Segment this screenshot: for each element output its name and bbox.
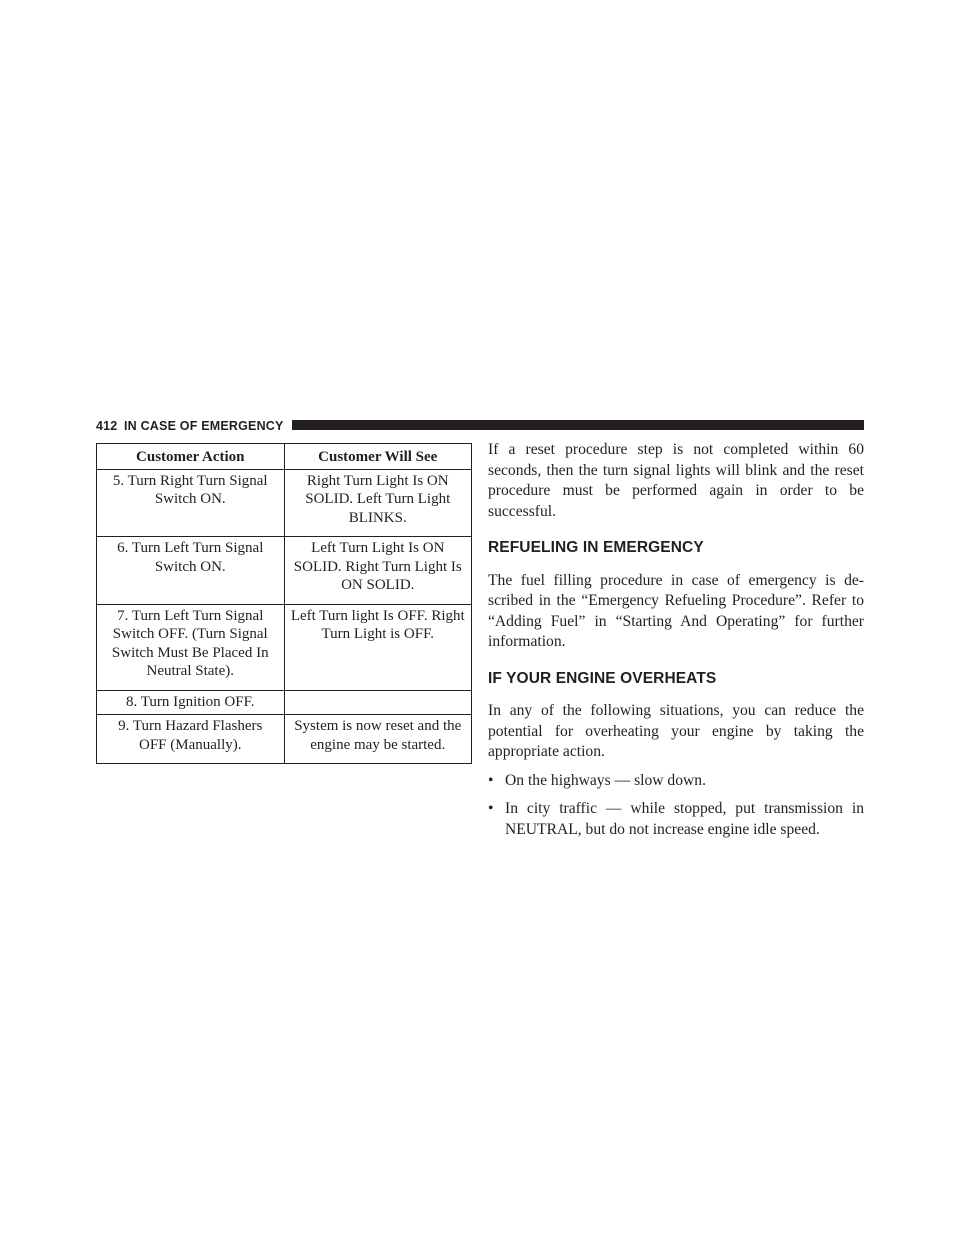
overheat-paragraph: In any of the following situations, you can reduce the potential for overheating your engine by taking the appropriate action. (488, 702, 864, 760)
list-item (488, 799, 864, 840)
customer-will-see-cell (284, 690, 472, 715)
right-column (488, 440, 864, 848)
customer-action-cell: 8. Turn Ignition OFF. (97, 690, 285, 715)
list-item-text: On the highways — slow down. (505, 771, 706, 789)
customer-will-see-cell: System is now reset and the engine may be started. (284, 715, 472, 764)
customer-will-see-cell: Left Turn Light Is ON SOLID. Right Turn Light Is ON SOLID. (284, 537, 472, 605)
customer-action-cell: 7. Turn Left Turn Signal Switch OFF. (Turn Signal Switch Must Be Placed In Neutral State). (97, 604, 285, 690)
customer-action-cell: 9. Turn Hazard Flashers OFF (Manually). (97, 715, 285, 764)
refueling-heading: REFUELING IN EMERGENCY (488, 539, 704, 556)
bullet-icon: • (488, 800, 494, 817)
table-row (97, 469, 472, 537)
table-header-row (97, 444, 472, 470)
column-header-customer-will-see: Customer Will See (284, 444, 472, 470)
table-row (97, 690, 472, 715)
column-header-customer-action: Customer Action (97, 444, 285, 470)
reset-procedure-table (96, 443, 472, 764)
table-row (97, 537, 472, 605)
page-header (96, 416, 864, 436)
customer-action-cell: 6. Turn Left Turn Signal Switch ON. (97, 537, 285, 605)
reset-note-paragraph: If a reset procedure step is not completed within 60 seconds, then the turn signal lights will blink and the reset procedure must be performed again in order to be successful. (488, 441, 864, 520)
section-title: IN CASE OF EMERGENCY (124, 419, 284, 433)
list-item (488, 771, 864, 792)
page-number: 412 (96, 419, 118, 433)
header-rule (292, 420, 864, 430)
customer-will-see-cell: Left Turn light Is OFF. Right Turn Light is OFF. (284, 604, 472, 690)
table-row (97, 715, 472, 764)
table-row (97, 604, 472, 690)
customer-action-cell: 5. Turn Right Turn Signal Switch ON. (97, 469, 285, 537)
overheat-heading: IF YOUR ENGINE OVERHEATS (488, 669, 717, 687)
bullet-icon: • (488, 771, 494, 789)
overheat-bullet-list (488, 771, 864, 841)
list-item-text: In city traffic — while stopped, put transmission in NEUTRAL, but do not increase engine idle speed. (505, 800, 864, 838)
refueling-paragraph: The fuel filling procedure in case of emergency is de-scribed in the “Emergency Refueling Procedure”. Refer to “Adding Fuel” in “Starting And Operating” for further information. (488, 571, 864, 650)
customer-will-see-cell: Right Turn Light Is ON SOLID. Left Turn Light BLINKS. (284, 469, 472, 537)
